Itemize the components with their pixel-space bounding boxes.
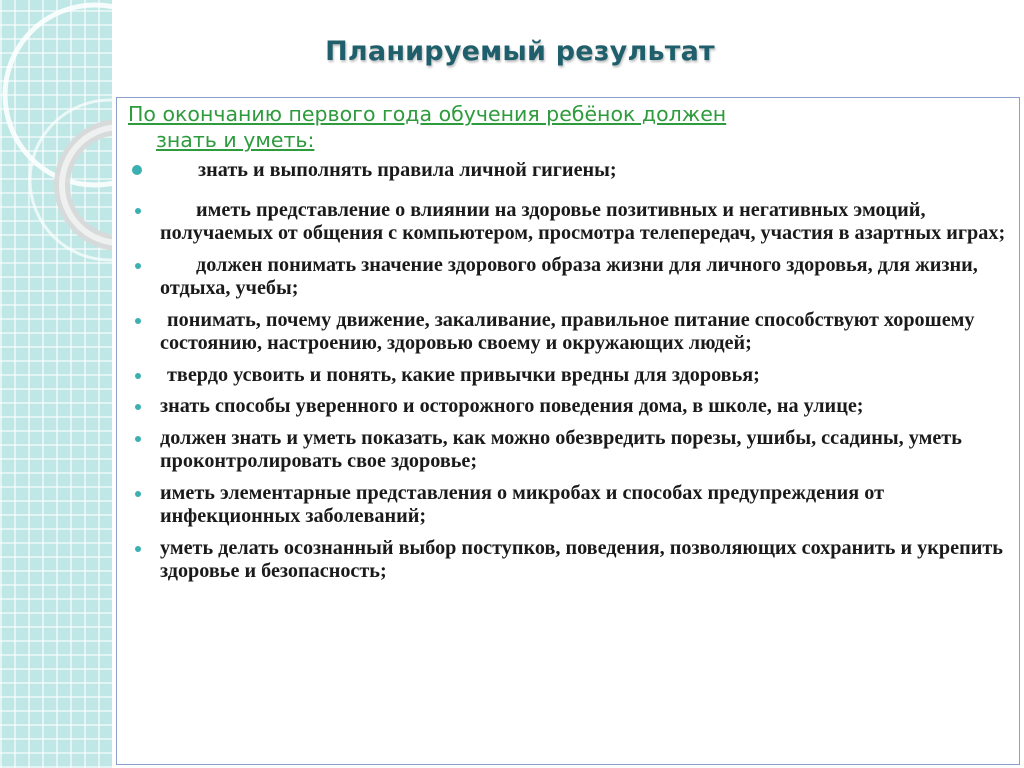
list-item	[128, 254, 1013, 301]
list-item-text: понимать, почему движение, закаливание, правильное питание способствуют хорошему состоянию, настроению, здоровью своему и окружающих людей;	[160, 308, 975, 354]
decorative-circles	[0, 0, 112, 768]
list-item	[128, 395, 1013, 419]
bullet-dot-icon	[135, 318, 141, 324]
list-item-text: знать способы уверенного и осторожного поведения дома, в школе, на улице;	[160, 395, 864, 417]
intro-line-2: знать и уметь:	[156, 128, 315, 152]
list-item	[128, 364, 1013, 388]
bullet-dot-icon	[135, 491, 141, 497]
list-item-text: твердо усвоить и понять, какие привычки вредны для здоровья;	[167, 363, 760, 386]
bullet-dot-icon	[135, 404, 141, 410]
list-item	[128, 199, 1013, 246]
bullet-dot-icon	[135, 208, 141, 214]
list-item-text: иметь представление о влиянии на здоровье позитивных и негативных эмоций, получаемых от общения с компьютером, просмотра телепередач, участия в азартных играх;	[160, 198, 1006, 244]
list-item	[128, 309, 1013, 356]
bullet-dot-icon	[135, 263, 141, 269]
list-item-text: уметь делать осознанный выбор поступков, поведения, позволяющих сохранить и укрепить здоровье и безопасность;	[160, 536, 1003, 582]
list-item	[128, 159, 1013, 183]
intro-line-1: По окончанию первого года обучения ребёнок должен	[128, 102, 727, 126]
slide-title: Планируемый результат	[325, 36, 715, 67]
list-item-text: иметь элементарные представления о микробах и способах предупреждения от инфекционных заболеваний;	[160, 481, 884, 527]
content-box	[116, 97, 1020, 765]
bullet-dot-icon	[135, 373, 141, 379]
decorative-left-band	[0, 0, 112, 768]
list-item-text: знать и выполнять правила личной гигиены;	[198, 159, 617, 181]
list-item-text: должен знать и уметь показать, как можно обезвредить порезы, ушибы, ссадины, уметь проконтролировать свое здоровье;	[160, 426, 962, 472]
list-item	[128, 427, 1013, 474]
intro-text	[128, 101, 1013, 153]
list-item-text: должен понимать значение здорового образа жизни для личного здоровья, для жизни, отдыха, учебы;	[160, 253, 978, 299]
bullet-dot-icon	[132, 165, 142, 175]
bullet-dot-icon	[135, 546, 141, 552]
list-item	[128, 537, 1013, 584]
requirements-list	[128, 159, 1013, 584]
bullet-dot-icon	[135, 436, 141, 442]
list-item	[128, 482, 1013, 529]
